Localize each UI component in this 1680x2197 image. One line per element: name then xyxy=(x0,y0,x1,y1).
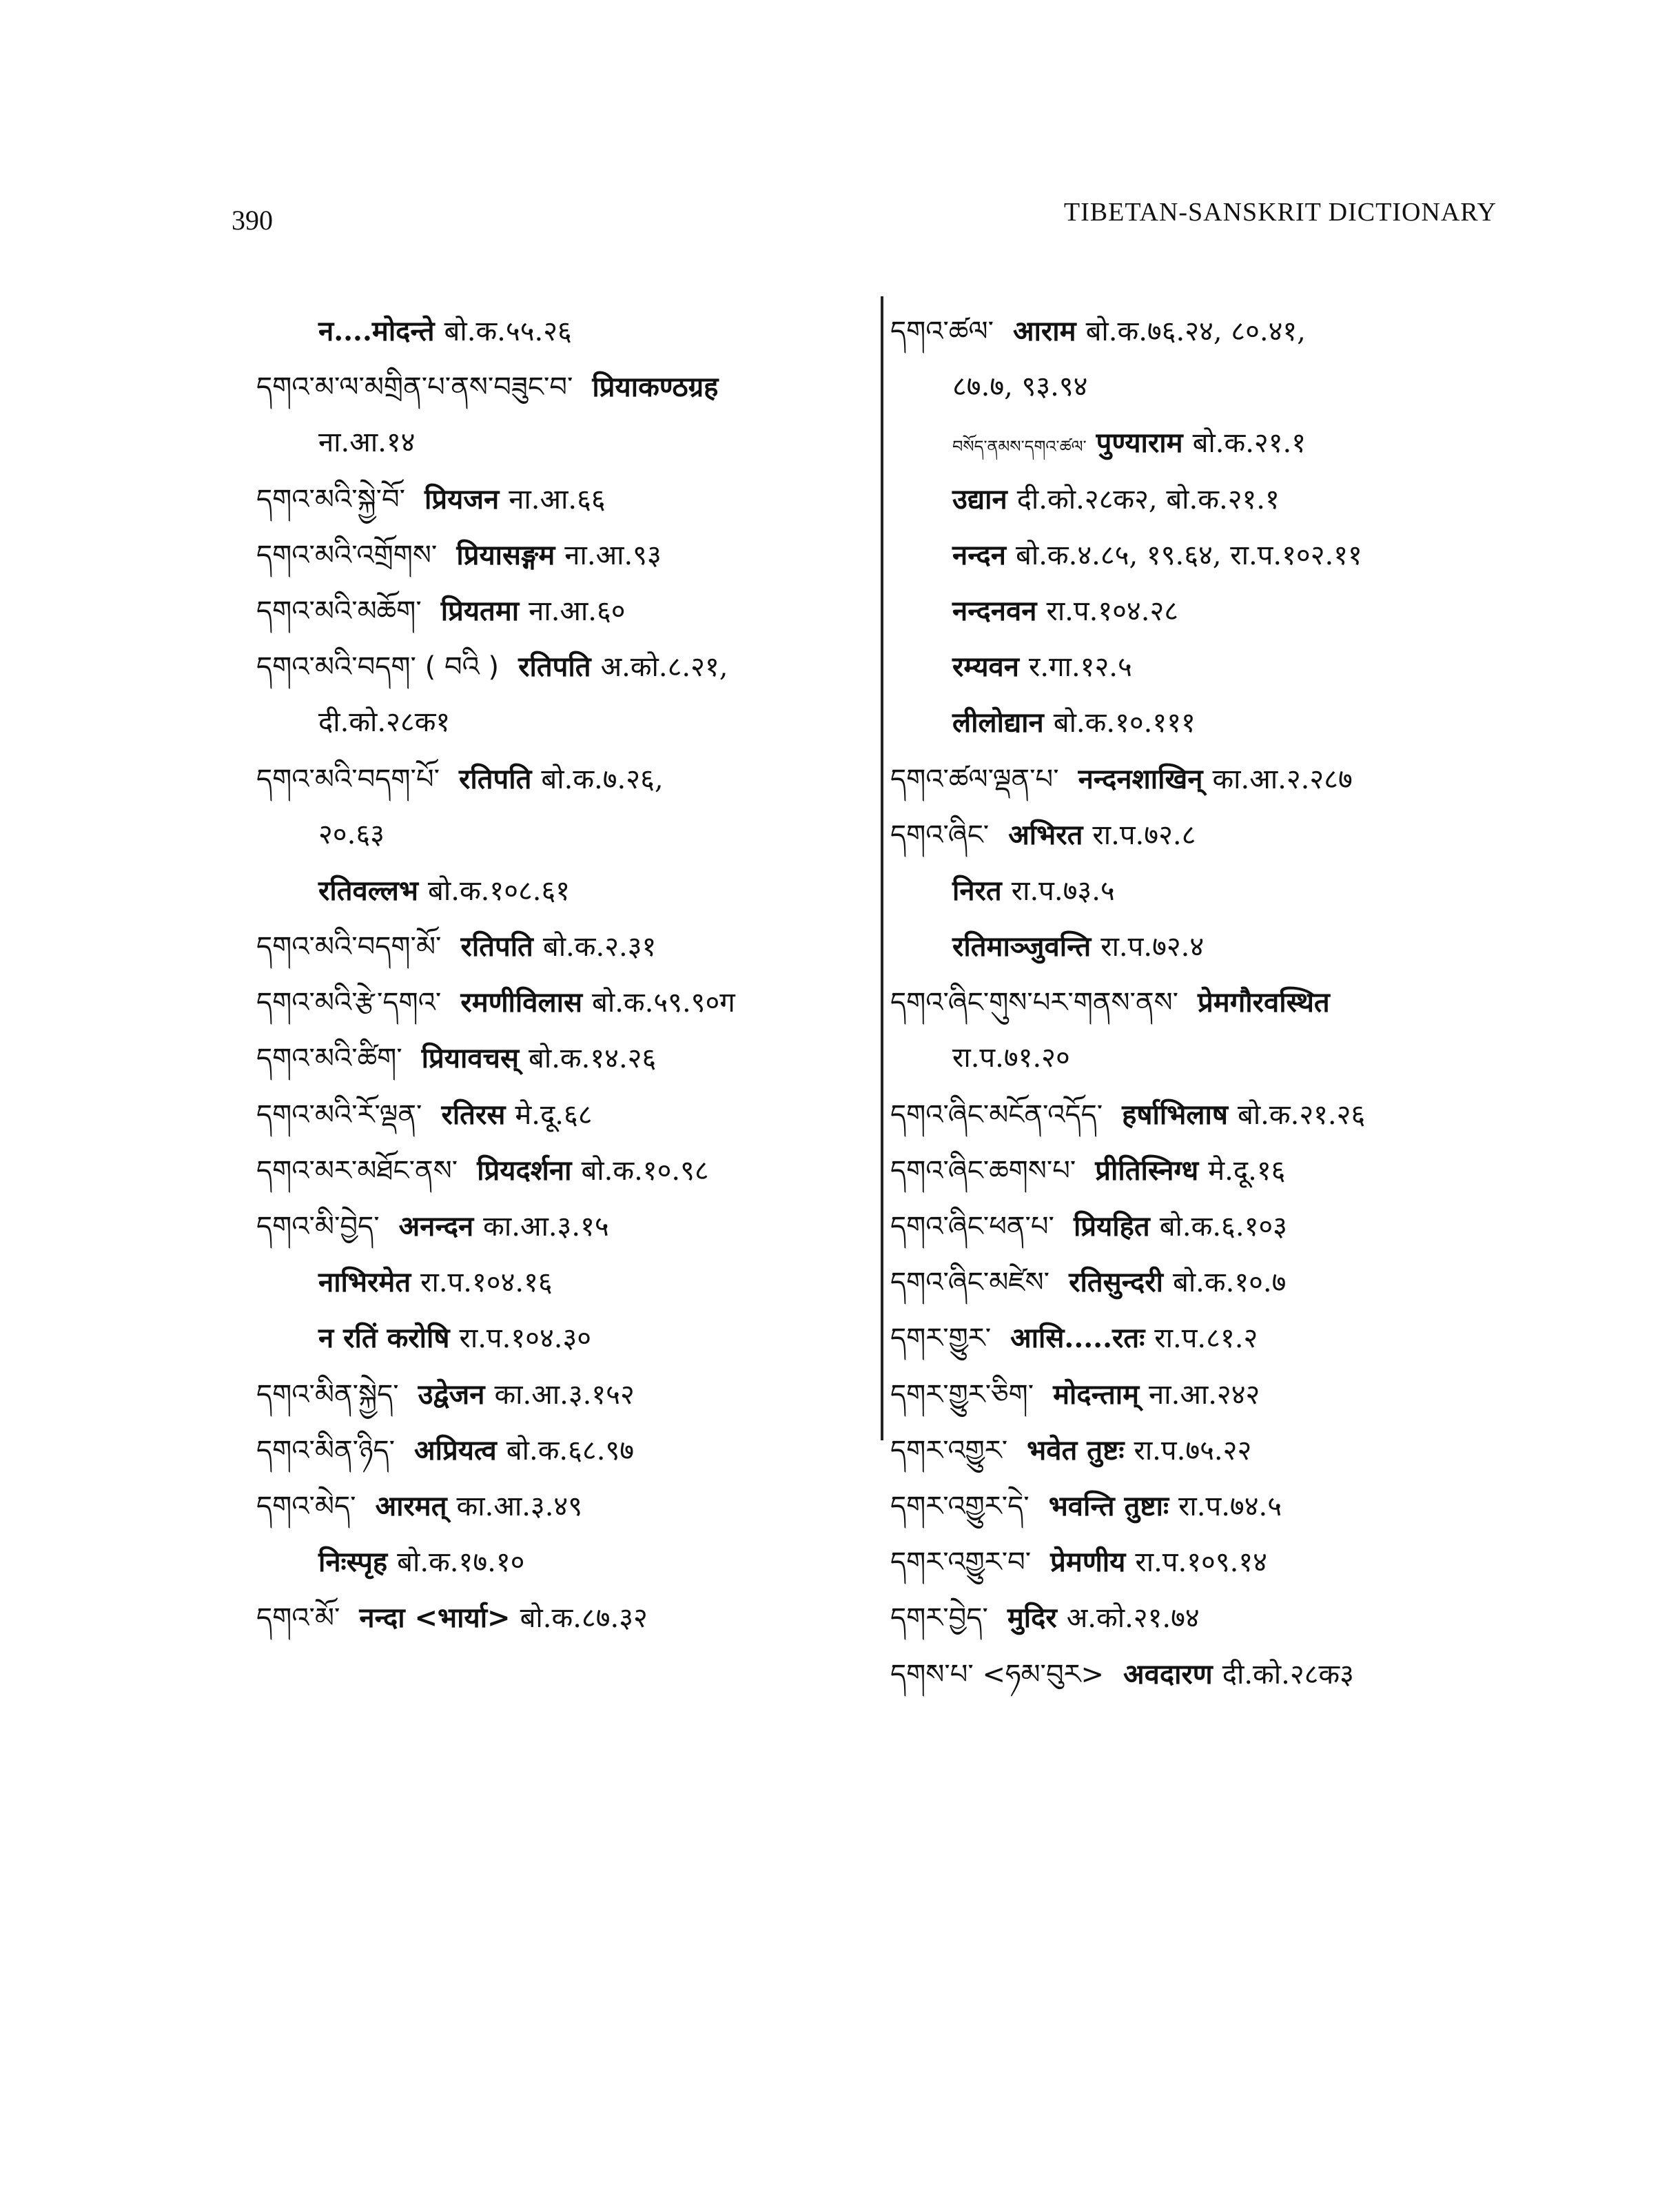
dictionary-entry xyxy=(890,1198,1510,1254)
dictionary-entry xyxy=(256,359,863,415)
sanskrit-equivalent: लीलोद्यान xyxy=(952,706,1044,739)
source-reference: मे.दू.६८ xyxy=(515,1098,593,1131)
sanskrit-equivalent: अप्रियत्व xyxy=(414,1433,497,1467)
dictionary-entry xyxy=(890,863,1510,919)
dictionary-entry xyxy=(256,1030,863,1086)
source-reference: रा.प.८१.२ xyxy=(1154,1322,1258,1355)
dictionary-entry xyxy=(256,1143,863,1198)
dictionary-entry xyxy=(256,1087,863,1143)
sanskrit-equivalent: न....मोदन्ते xyxy=(318,315,435,347)
sanskrit-equivalent: प्रेमगौरवस्थित xyxy=(1198,986,1330,1019)
tibetan-headword: དགའ་མེད་ xyxy=(256,1490,356,1522)
source-reference: रा.प.१०४.२८ xyxy=(1046,595,1179,627)
dictionary-entry xyxy=(890,1087,1510,1143)
dictionary-entry xyxy=(256,751,863,807)
sanskrit-equivalent: भवेत तुष्टः xyxy=(1027,1433,1125,1467)
source-reference: ना.आ.१४ xyxy=(318,427,416,459)
tibetan-headword: དགའ་མའི་བདག་པོ་ xyxy=(256,763,440,795)
source-reference: रा.प.१०९.१४ xyxy=(1135,1546,1267,1579)
dictionary-entry xyxy=(890,1422,1510,1478)
dictionary-entry xyxy=(890,695,1510,750)
sanskrit-equivalent: आसि.....रतः xyxy=(1010,1322,1145,1355)
tibetan-headword: དགའ་མི་བྱེད་ xyxy=(256,1211,380,1243)
source-reference: बो.क.१०.७ xyxy=(1172,1267,1287,1299)
tibetan-headword: དགའ་མའི་བདག་མོ་ xyxy=(256,931,442,963)
dictionary-entry xyxy=(256,807,863,863)
source-reference: बो.क.६८.९७ xyxy=(506,1434,635,1467)
sanskrit-equivalent: अनन्दन xyxy=(398,1210,474,1243)
source-reference: बो.क.१४.२६ xyxy=(529,1043,657,1075)
source-reference: रा.प.७२.४ xyxy=(1100,931,1205,963)
sanskrit-equivalent: प्रियदर्शना xyxy=(477,1154,572,1187)
dictionary-entry xyxy=(890,974,1510,1030)
dictionary-entry xyxy=(890,415,1510,471)
source-reference: बो.क.१०८.६१ xyxy=(428,875,571,907)
sanskrit-equivalent: न रतिं करोषि xyxy=(318,1322,450,1355)
sanskrit-equivalent: प्रियाकण्ठग्रह xyxy=(592,371,719,404)
sanskrit-equivalent: रतिवल्लभ xyxy=(318,874,419,907)
tibetan-headword: དགར་འགྱུར་དེ་ xyxy=(890,1490,1029,1522)
dictionary-entry xyxy=(256,1478,863,1534)
tibetan-headword: དགའ་མའི་འགྲོགས་ xyxy=(256,539,438,571)
sanskrit-equivalent: रमणीविलास xyxy=(460,986,583,1019)
sanskrit-equivalent: नन्दन xyxy=(952,538,1006,571)
dictionary-entry xyxy=(256,527,863,583)
left-column xyxy=(256,303,863,1646)
sanskrit-equivalent: आरमत् xyxy=(375,1489,447,1522)
tibetan-headword: དགའ་མིན་ཉིད་ xyxy=(256,1434,396,1467)
tibetan-headword: དགའ་མའི་རྩེ་དགའ་ xyxy=(256,987,442,1019)
source-reference: ना.आ.२४२ xyxy=(1149,1378,1260,1411)
tibetan-headword: དགའ་མིན་སྐྱེད་ xyxy=(256,1378,399,1411)
tibetan-headword: དགའ་མ་ལ་མགྲིན་པ་ནས་བཟུང་བ་ xyxy=(256,371,573,404)
tibetan-headword: དགའ་ཞིང་ xyxy=(890,819,990,851)
tibetan-headword: དགའ་མའི་མཆོག་ xyxy=(256,595,422,627)
sanskrit-equivalent: रम्यवन xyxy=(952,651,1019,684)
source-reference: रा.प.७३.५ xyxy=(1011,875,1115,907)
dictionary-entry xyxy=(256,695,863,750)
tibetan-headword: དགར་འགྱུར་བ་ xyxy=(890,1546,1032,1579)
dictionary-entry xyxy=(256,303,863,359)
dictionary-entry xyxy=(890,1143,1510,1198)
dictionary-entry xyxy=(890,807,1510,863)
source-reference: बो.क.२.३१ xyxy=(542,931,657,963)
column-divider xyxy=(881,296,883,1440)
tibetan-headword: དགར་གྱུར་ཅིག་ xyxy=(890,1378,1034,1411)
source-reference: का.आ.२.२८७ xyxy=(1212,763,1353,795)
dictionary-entry xyxy=(890,919,1510,974)
dictionary-entry xyxy=(890,1367,1510,1422)
dictionary-entry xyxy=(890,1310,1510,1366)
tibetan-headword: དགའ་ཚལ་ལྡན་པ་ xyxy=(890,763,1059,795)
sanskrit-equivalent: प्रीतिस्निग्ध xyxy=(1095,1154,1199,1187)
tibetan-headword: དགའ་མའི་བདག་ ( བའི ) xyxy=(256,651,500,684)
sanskrit-equivalent: रतिपति xyxy=(460,930,533,963)
dictionary-entry xyxy=(890,751,1510,807)
right-column xyxy=(890,303,1510,1702)
source-reference: रा.प.७२.८ xyxy=(1092,819,1196,851)
dictionary-entry xyxy=(256,583,863,639)
dictionary-entry xyxy=(890,471,1510,527)
sanskrit-equivalent: प्रियतमा xyxy=(440,594,520,627)
dictionary-entry xyxy=(890,1590,1510,1646)
dictionary-entry xyxy=(890,1646,1510,1702)
source-reference: बो.क.१०.९८ xyxy=(581,1154,709,1187)
page-number: 390 xyxy=(232,205,273,236)
source-reference: रा.प.७५.२२ xyxy=(1134,1434,1252,1467)
source-reference: बो.क.१७.१० xyxy=(397,1546,525,1579)
sanskrit-equivalent: आराम xyxy=(1013,315,1076,347)
tibetan-headword: དགའ་མའི་རོ་ལྡན་ xyxy=(256,1098,422,1131)
sanskrit-equivalent: उद्वेजन xyxy=(418,1378,485,1411)
sanskrit-equivalent: रतिमाञ्जुवन्ति xyxy=(952,930,1092,963)
dictionary-entry xyxy=(890,583,1510,639)
source-reference: दी.को.२८क३ xyxy=(1222,1658,1354,1690)
sanskrit-equivalent: नन्दा <भार्या> xyxy=(359,1602,511,1635)
dictionary-entry xyxy=(256,1198,863,1254)
sanskrit-equivalent: अवदारण xyxy=(1123,1657,1213,1690)
sanskrit-equivalent: प्रियासङ्गम xyxy=(456,538,555,571)
dictionary-entry xyxy=(256,415,863,471)
dictionary-entry xyxy=(890,1030,1510,1086)
running-title: TIBETAN-SANSKRIT DICTIONARY xyxy=(1063,198,1497,227)
dictionary-entry xyxy=(256,1310,863,1366)
sanskrit-equivalent: निःस्पृह xyxy=(318,1546,388,1579)
tibetan-headword: དགའ་ཞིང་གུས་པར་གནས་ནས་ xyxy=(890,987,1179,1019)
dictionary-entry xyxy=(890,527,1510,583)
tibetan-headword: དགའ་མའི་སྐྱེ་བོ་ xyxy=(256,483,406,515)
sanskrit-equivalent: निरत xyxy=(952,874,1002,907)
dictionary-entry xyxy=(256,639,863,695)
sanskrit-equivalent: मोदन्ताम् xyxy=(1053,1378,1140,1411)
tibetan-headword: དགའ་ཞིང་ཆགས་པ་ xyxy=(890,1154,1076,1187)
source-reference: रा.प.१०४.३० xyxy=(459,1322,592,1355)
dictionary-entry xyxy=(890,1478,1510,1534)
source-reference: बो.क.५५.२६ xyxy=(444,316,572,347)
tibetan-headword: དགའ་ཚལ་ xyxy=(890,316,994,347)
source-reference: का.आ.३.४९ xyxy=(456,1490,583,1522)
dictionary-entry xyxy=(890,639,1510,695)
source-reference: का.आ.३.१५२ xyxy=(494,1378,635,1411)
source-reference: बो.क.७६.२४, ८०.४१, xyxy=(1085,316,1306,347)
source-reference: ना.आ.९३ xyxy=(564,539,662,571)
source-reference: ८७.७, ९३.९४ xyxy=(952,371,1088,403)
tibetan-headword: དགས་པ་ <ཧམ་བུར> xyxy=(890,1658,1105,1690)
source-reference: बो.क.६.१०३ xyxy=(1159,1211,1287,1243)
tibetan-headword: དགའ་མོ་ xyxy=(256,1602,340,1635)
source-reference: बो.क.४.८५, १९.६४, रा.प.१०२.११ xyxy=(1016,539,1362,571)
dictionary-entry xyxy=(256,1367,863,1422)
sanskrit-equivalent: हर्षाभिलाष xyxy=(1122,1098,1228,1131)
tibetan-headword: བསོད་ནམས་དགའ་ཚལ་ xyxy=(952,437,1087,457)
source-reference: २०.६३ xyxy=(318,818,385,850)
source-reference: अ.को.२१.७४ xyxy=(1066,1602,1200,1635)
source-reference: बो.क.५९.९०ग xyxy=(592,987,735,1019)
sanskrit-equivalent: रतिपति xyxy=(518,651,591,684)
tibetan-headword: དགའ་ཞིང་མཛེས་ xyxy=(890,1267,1050,1299)
source-reference: का.आ.३.१५ xyxy=(483,1211,609,1243)
tibetan-headword: དགར་འགྱུར་ xyxy=(890,1434,1008,1467)
sanskrit-equivalent: रतिसुन्दरी xyxy=(1069,1266,1163,1299)
dictionary-entry xyxy=(256,1254,863,1310)
tibetan-headword: དགའ་ཞིང་ཕན་པ་ xyxy=(890,1211,1054,1243)
sanskrit-equivalent: प्रेमणीय xyxy=(1050,1546,1126,1579)
source-reference: रा.प.१०४.१६ xyxy=(420,1267,553,1299)
dictionary-entry xyxy=(256,1590,863,1646)
source-reference: बो.क.२१.१ xyxy=(1192,427,1307,460)
source-reference: बो.क.२१.२६ xyxy=(1237,1098,1366,1131)
sanskrit-equivalent: नन्दनशाखिन् xyxy=(1078,762,1203,795)
source-reference: दी.को.२८क१ xyxy=(318,706,451,739)
source-reference: र.गा.१२.५ xyxy=(1029,651,1132,684)
dictionary-entry xyxy=(256,974,863,1030)
sanskrit-equivalent: रतिपति xyxy=(459,762,532,795)
sanskrit-equivalent: अभिरत xyxy=(1008,818,1083,851)
tibetan-headword: དགའ་མའི་ཚིག་ xyxy=(256,1043,402,1075)
sanskrit-equivalent: नन्दनवन xyxy=(952,594,1037,627)
tibetan-headword: དགར་གྱུར་ xyxy=(890,1322,992,1355)
source-reference: ना.आ.६० xyxy=(529,595,626,627)
sanskrit-equivalent: प्रियजन xyxy=(424,482,500,515)
sanskrit-equivalent: प्रियावचस् xyxy=(421,1042,520,1075)
sanskrit-equivalent: प्रियहित xyxy=(1073,1210,1150,1243)
sanskrit-equivalent: रतिरस xyxy=(441,1098,506,1131)
sanskrit-equivalent: मुदिर xyxy=(1007,1602,1057,1635)
source-reference: बो.क.७.२६, xyxy=(541,763,664,795)
dictionary-entry xyxy=(256,863,863,919)
dictionary-entry xyxy=(890,359,1510,415)
dictionary-entry xyxy=(890,1534,1510,1590)
source-reference: मे.दू.१६ xyxy=(1208,1154,1286,1187)
dictionary-entry xyxy=(890,1254,1510,1310)
dictionary-entry xyxy=(256,919,863,974)
dictionary-entry xyxy=(256,1422,863,1478)
dictionary-entry xyxy=(256,471,863,527)
source-reference: अ.को.८.२१, xyxy=(600,651,728,684)
dictionary-entry xyxy=(256,1534,863,1590)
source-reference: बो.क.१०.१११ xyxy=(1053,707,1196,739)
source-reference: बो.क.८७.३२ xyxy=(520,1602,648,1635)
sanskrit-equivalent: पुण्याराम xyxy=(1096,427,1183,460)
sanskrit-equivalent: उद्यान xyxy=(952,482,1007,515)
dictionary-entry xyxy=(890,303,1510,359)
source-reference: ना.आ.६६ xyxy=(509,483,606,515)
tibetan-headword: དགའ་ཞིང་མངོན་འདོད་ xyxy=(890,1098,1103,1131)
sanskrit-equivalent: भवन्ति तुष्टाः xyxy=(1048,1489,1169,1522)
source-reference: रा.प.७४.५ xyxy=(1178,1490,1282,1522)
sanskrit-equivalent: नाभिरमेत xyxy=(318,1266,411,1299)
tibetan-headword: དགའ་མར་མཐོང་ནས་ xyxy=(256,1154,458,1187)
tibetan-headword: དགར་བྱེད་ xyxy=(890,1602,988,1635)
source-reference: दी.को.२८क२, बो.क.२१.१ xyxy=(1016,483,1280,515)
source-reference: रा.प.७१.२० xyxy=(952,1042,1070,1074)
